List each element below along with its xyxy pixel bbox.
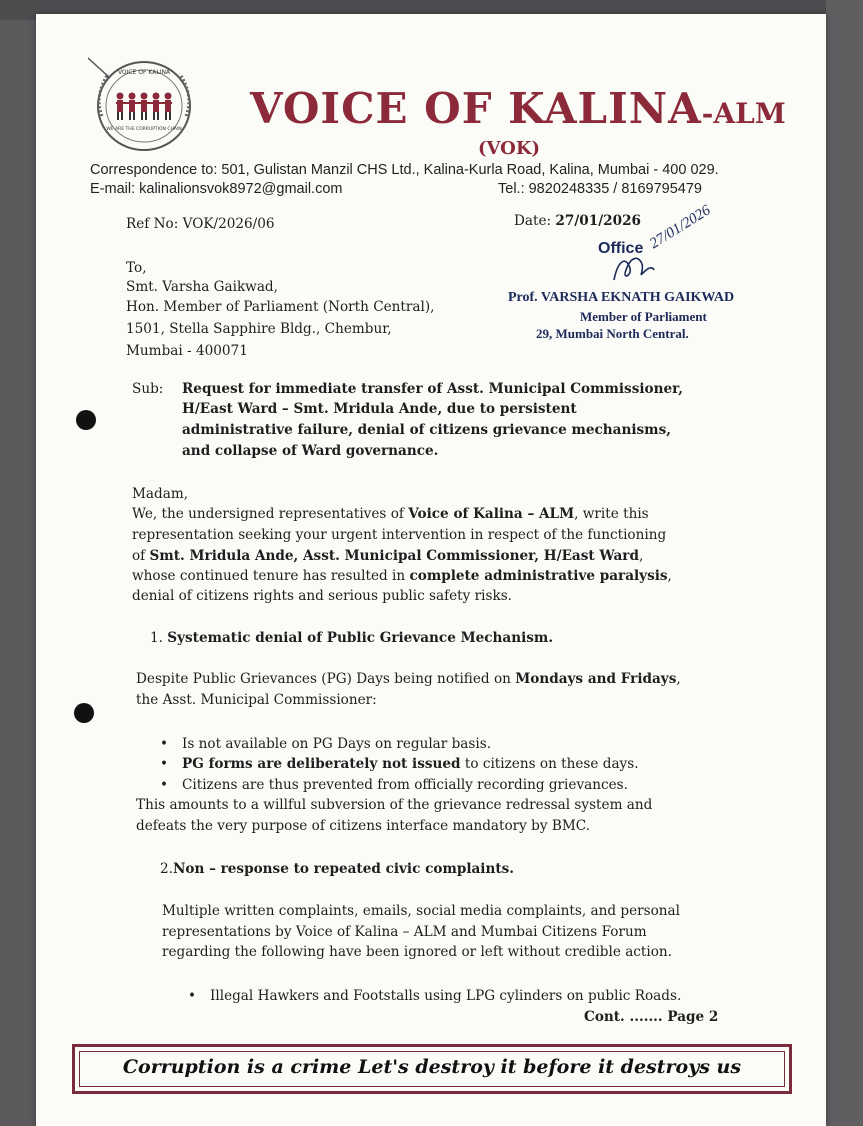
vok-logo bbox=[88, 56, 200, 156]
addressee-city: Mumbai - 400071 bbox=[126, 343, 248, 359]
stamp-constituency: 29, Mumbai North Central. bbox=[536, 326, 689, 341]
addressee-name: Smt. Varsha Gaikwad, bbox=[126, 279, 278, 295]
addressee-to: To, bbox=[126, 260, 147, 276]
footer-slogan: Corruption is a crime Let's destroy it before it destroys us bbox=[122, 1056, 742, 1078]
correspondence-address: Correspondence to: 501, Gulistan Manzil CHS Ltd., Kalina-Kurla Road, Kalina, Mumbai - 400 029. bbox=[90, 162, 719, 178]
letterhead-title bbox=[250, 84, 786, 133]
telephone-numbers: Tel.: 9820248335 / 8169795479 bbox=[498, 181, 702, 197]
list-item: • Is not available on PG Days on regular basis. bbox=[182, 736, 491, 752]
letter-date bbox=[514, 213, 641, 229]
intro-line: whose continued tenure has resulted in complete administrative paralysis, bbox=[132, 568, 672, 584]
footer-slogan-box bbox=[72, 1044, 792, 1094]
stamp-mp-name: Prof. VARSHA EKNATH GAIKWAD bbox=[508, 290, 735, 305]
addressee-building: 1501, Stella Sapphire Bldg., Chembur, bbox=[126, 321, 392, 337]
date-label: Date: bbox=[514, 213, 552, 229]
section-heading: 1. Systematic denial of Public Grievance Mechanism. bbox=[150, 630, 554, 646]
list-item: • Citizens are thus prevented from officially recording grievances. bbox=[182, 777, 628, 793]
list-item: • Illegal Hawkers and Footstalls using LPG cylinders on public Roads. bbox=[210, 988, 681, 1004]
logo-bottom-text: WE ARE THE CORRUPTION CHAIN bbox=[106, 127, 182, 132]
list-item: • PG forms are deliberately not issued to citizens on these days. bbox=[182, 756, 639, 772]
signature-icon bbox=[608, 250, 658, 290]
date-value: 27/01/2026 bbox=[555, 213, 642, 229]
salutation: Madam, bbox=[132, 486, 189, 502]
ref-number: Ref No: VOK/2026/06 bbox=[126, 216, 275, 232]
logo-arc-text: VOICE OF KALINA bbox=[117, 69, 171, 76]
section-heading: 2.Non – response to repeated civic complaints. bbox=[160, 861, 515, 877]
intro-line: representation seeking your urgent intervention in respect of the functioning bbox=[132, 527, 667, 543]
stamp-office: Office bbox=[598, 240, 644, 257]
section-paragraph: This amounts to a willful subversion of the grievance redressal system and bbox=[136, 797, 653, 813]
punch-hole bbox=[76, 410, 96, 430]
background-right bbox=[826, 0, 863, 1126]
subject-line: Request for immediate transfer of Asst. Municipal Commissioner, bbox=[182, 381, 684, 397]
continued-note: Cont. ....... Page 2 bbox=[584, 1009, 719, 1025]
section-paragraph: the Asst. Municipal Commissioner: bbox=[136, 692, 377, 708]
subject-line: H/East Ward – Smt. Mridula Ande, due to persistent bbox=[182, 401, 577, 417]
addressee-title: Hon. Member of Parliament (North Central), bbox=[126, 299, 435, 315]
intro-line: of Smt. Mridula Ande, Asst. Municipal Commissioner, H/East Ward, bbox=[132, 548, 644, 564]
stamp-mp-role: Member of Parliament bbox=[580, 309, 707, 324]
intro-line: We, the undersigned representatives of Voice of Kalina – ALM, write this bbox=[132, 506, 649, 522]
intro-line: denial of citizens rights and serious public safety risks. bbox=[132, 588, 513, 604]
subject-line: administrative failure, denial of citizens grievance mechanisms, bbox=[182, 422, 671, 438]
section-paragraph: representations by Voice of Kalina – ALM and Mumbai Citizens Forum bbox=[162, 924, 647, 940]
section-paragraph: regarding the following have been ignored or left without credible action. bbox=[162, 944, 672, 960]
punch-hole bbox=[74, 703, 94, 723]
section-paragraph: Despite Public Grievances (PG) Days being notified on Mondays and Fridays, bbox=[136, 671, 681, 687]
section-paragraph: Multiple written complaints, emails, social media complaints, and personal bbox=[162, 903, 680, 919]
title-suffix: -ALM bbox=[701, 97, 786, 130]
title-main: VOICE OF KALINA bbox=[250, 84, 702, 133]
stamp-handwritten-date: 27/01/2026 bbox=[646, 202, 714, 253]
subject-label: Sub: bbox=[132, 381, 164, 397]
email-address: E-mail: kalinalionsvok8972@gmail.com bbox=[90, 181, 343, 197]
section-paragraph: defeats the very purpose of citizens interface mandatory by BMC. bbox=[136, 818, 591, 834]
letterhead-abbr: (VOK) bbox=[478, 138, 541, 159]
subject-line: and collapse of Ward governance. bbox=[182, 443, 439, 459]
